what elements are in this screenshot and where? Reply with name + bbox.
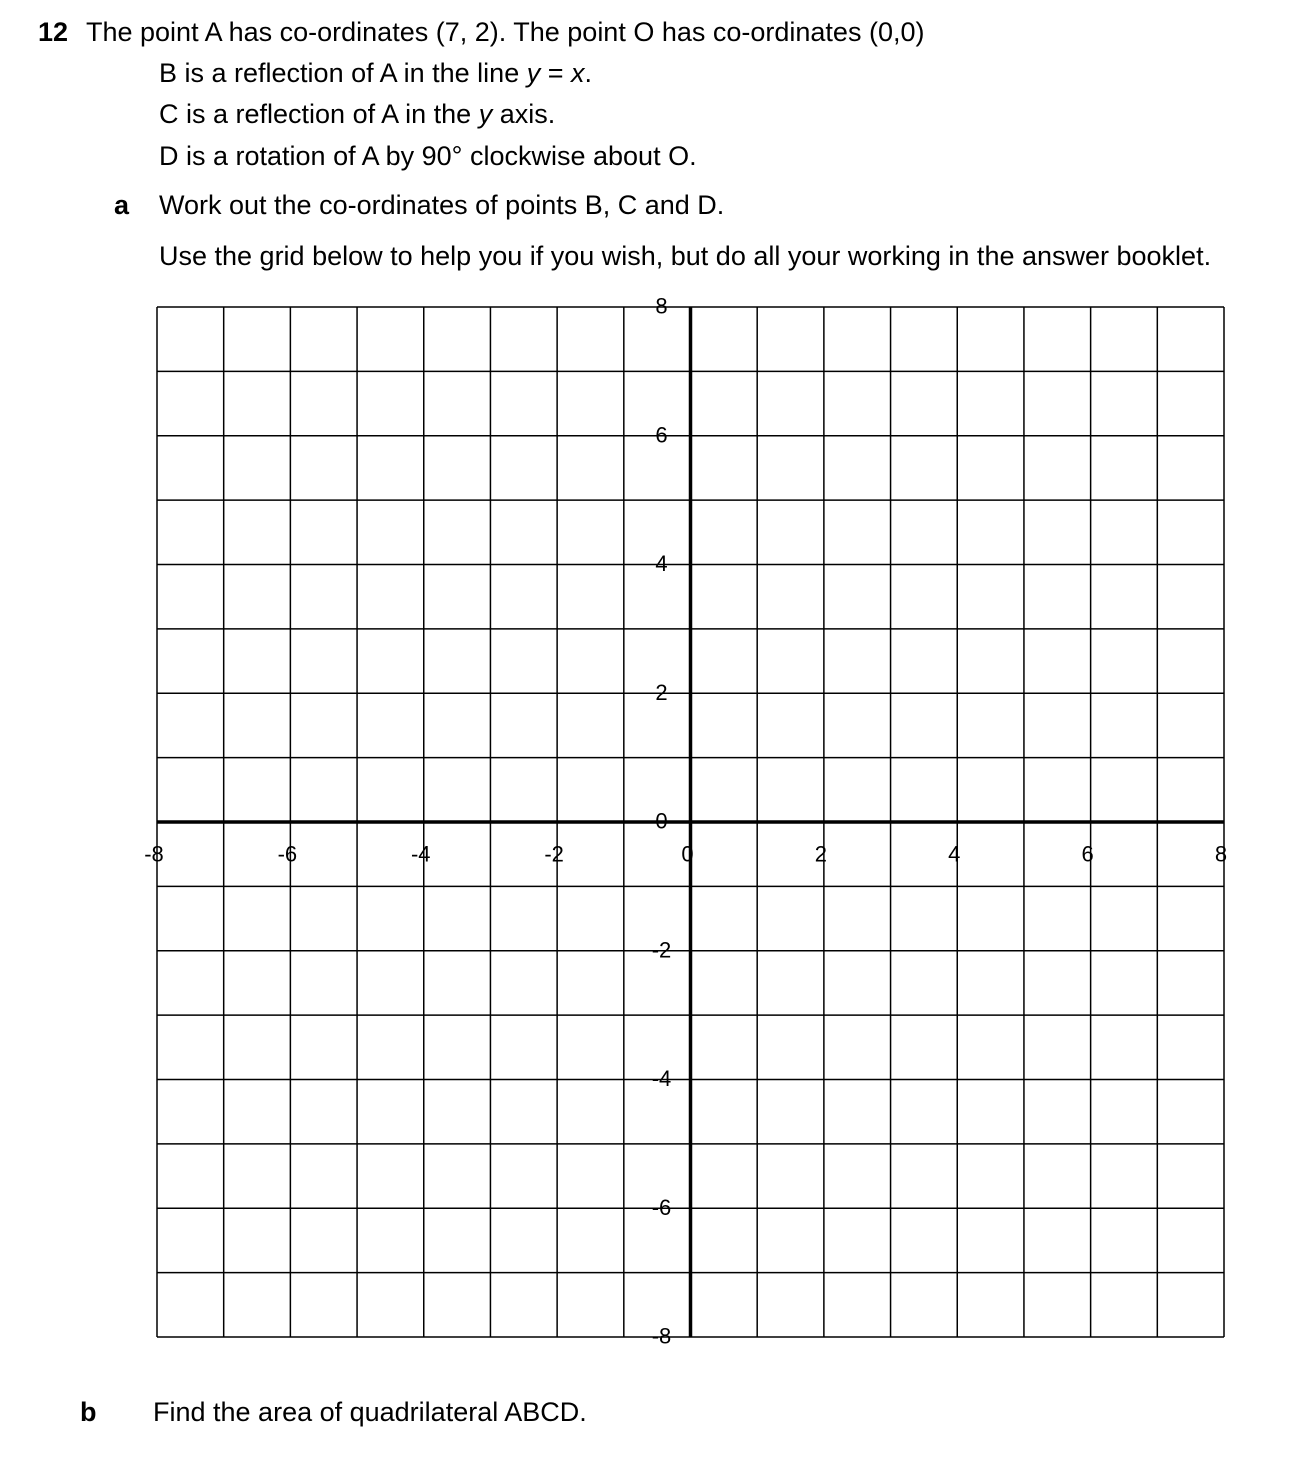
x-tick-label: -4 [410,841,431,867]
statement-b-var-x: x [571,58,585,88]
y-tick-label: -6 [651,1194,672,1220]
x-tick-label: -2 [544,841,564,867]
y-tick-label: -2 [651,937,672,963]
axes [157,307,1224,1337]
part-a-hint: Use the grid below to help you if you wish, but do all your working in the answer booklet. [159,241,1212,271]
statement-c-prefix: C is a reflection of A in the [159,99,479,129]
part-a-label: a [114,190,130,220]
statement-b-equals: = [540,58,571,88]
x-tick-label: 6 [1081,841,1094,867]
y-tick-label: -8 [651,1323,672,1349]
y-tick-label: 8 [655,293,668,319]
statement-d: D is a rotation of A by 90° clockwise about O. [159,141,697,171]
x-tick-label: -8 [144,841,164,867]
statement-b-suffix: . [584,58,593,88]
x-tick-label: 8 [1214,841,1228,867]
part-b-label: b [80,1397,97,1427]
part-a-text: Work out the co-ordinates of points B, C and D. [159,190,725,220]
statement-b-var-y: y [526,58,541,88]
x-tick-label: -6 [277,841,298,867]
x-tick-label: 2 [814,841,827,867]
statement-c-var-y: y [478,99,493,129]
x-tick-label: 0 [681,841,694,867]
y-tick-label: 6 [655,422,668,448]
y-tick-label: 2 [655,679,668,705]
question-number: 12 [38,17,69,47]
statement-b-prefix: B is a reflection of A in the line [159,58,527,88]
statement-c-suffix: axis. [492,99,556,129]
y-tick-label: 0 [655,808,668,834]
part-b-text: Find the area of quadrilateral ABCD. [153,1397,587,1427]
y-tick-label: 4 [655,551,668,576]
x-tick-label: 4 [948,841,961,867]
y-tick-label: -4 [651,1066,672,1091]
question-intro: The point A has co-ordinates (7, 2). The point O has co-ordinates (0,0) [86,17,925,47]
